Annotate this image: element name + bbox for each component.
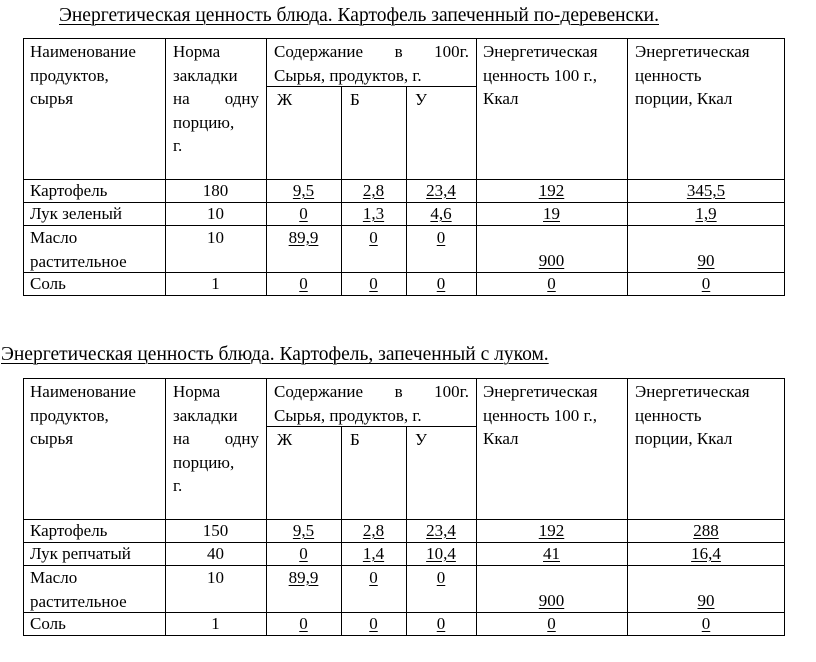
row-3-energy-portion: 90: [697, 591, 715, 610]
row-1-name: Картофель: [30, 521, 108, 540]
row-2-protein: 1,3: [362, 204, 385, 223]
row-1-energy-100: 192: [538, 181, 565, 200]
row-1-protein: 2,8: [362, 181, 385, 200]
row-3-norm: 10: [207, 568, 224, 587]
row-3-carb: 0: [436, 568, 446, 587]
row-3-name: Масло растительное: [30, 228, 127, 271]
header-fat: Ж: [277, 90, 293, 109]
header-fat: Ж: [277, 430, 293, 449]
row-1-carb: 23,4: [426, 521, 456, 540]
row-2-fat: 0: [299, 544, 308, 563]
row-1-energy-portion: 288: [693, 521, 719, 540]
energy-table-2: [23, 378, 785, 636]
row-2-energy-portion: 1,9: [695, 204, 717, 223]
header-energy-100: Энергетическая ценность 100 г., Ккал: [483, 42, 598, 108]
row-1-norm: 150: [202, 521, 229, 540]
row-4-fat: 0: [299, 274, 308, 293]
header-carb: У: [415, 430, 428, 449]
row-4-name: Соль: [30, 614, 66, 633]
header-norm: Норма закладки на одну порцию, г.: [173, 382, 259, 495]
row-2-norm: 40: [207, 544, 224, 563]
row-1-name: Картофель: [30, 181, 108, 200]
row-2-norm: 10: [207, 204, 224, 223]
row-4-fat: 0: [299, 614, 308, 633]
row-2-carb: 10,4: [426, 544, 456, 563]
row-4-norm: 1: [211, 274, 220, 293]
row-4-protein: 0: [369, 274, 378, 293]
row-1-fat: 9,5: [292, 521, 315, 540]
row-3-energy-100: 900: [538, 591, 565, 610]
table-2-title: Энергетическая ценность блюда. Картофель, запеченный с луком.: [1, 344, 549, 365]
row-4-energy-portion: 0: [701, 274, 711, 293]
row-2-energy-portion: 16,4: [691, 544, 721, 563]
row-2-name: Лук зеленый: [30, 204, 123, 223]
header-carb: У: [415, 90, 428, 109]
row-2-protein: 1,4: [362, 544, 385, 563]
header-energy-portion: Энергетическая ценность порции, Ккал: [635, 382, 750, 448]
row-3-carb: 0: [436, 228, 446, 247]
row-2-energy-100: 41: [543, 544, 560, 563]
row-4-carb: 0: [436, 274, 446, 293]
row-1-energy-100: 192: [538, 521, 565, 540]
row-4-protein: 0: [369, 614, 378, 633]
row-1-energy-portion: 345,5: [686, 181, 726, 200]
row-3-fat: 89,9: [288, 228, 319, 247]
row-3-name: Масло растительное: [30, 568, 127, 611]
header-name: Наименование продуктов, сырья: [30, 42, 136, 108]
row-3-fat: 89,9: [288, 568, 319, 587]
row-4-energy-100: 0: [547, 614, 556, 633]
header-energy-portion: Энергетическая ценность порции, Ккал: [635, 42, 750, 108]
header-name: Наименование продуктов, сырья: [30, 382, 136, 448]
row-1-carb: 23,4: [426, 181, 456, 200]
row-1-norm: 180: [202, 181, 229, 200]
energy-table-1: [23, 38, 785, 296]
row-4-carb: 0: [436, 614, 446, 633]
row-3-protein: 0: [369, 228, 378, 247]
table-1-title: Энергетическая ценность блюда. Картофель запеченный по-деревенски.: [59, 5, 659, 26]
row-3-protein: 0: [369, 568, 378, 587]
row-4-energy-portion: 0: [701, 614, 711, 633]
row-4-energy-100: 0: [547, 274, 556, 293]
header-content: Содержание в 100г. Сырья, продуктов, г.: [274, 42, 469, 85]
header-energy-100: Энергетическая ценность 100 г., Ккал: [483, 382, 598, 448]
header-protein: Б: [350, 430, 360, 449]
row-1-fat: 9,5: [292, 181, 315, 200]
row-4-norm: 1: [211, 614, 220, 633]
row-2-energy-100: 19: [543, 204, 560, 223]
row-3-norm: 10: [207, 228, 224, 247]
row-2-fat: 0: [299, 204, 308, 223]
row-4-name: Соль: [30, 274, 66, 293]
row-3-energy-portion: 90: [697, 251, 715, 270]
header-norm: Норма закладки на одну порцию, г.: [173, 42, 259, 155]
row-3-energy-100: 900: [538, 251, 565, 270]
row-1-protein: 2,8: [362, 521, 385, 540]
header-content: Содержание в 100г. Сырья, продуктов, г.: [274, 382, 469, 425]
header-protein: Б: [350, 90, 360, 109]
row-2-carb: 4,6: [430, 204, 452, 223]
row-2-name: Лук репчатый: [30, 544, 131, 563]
